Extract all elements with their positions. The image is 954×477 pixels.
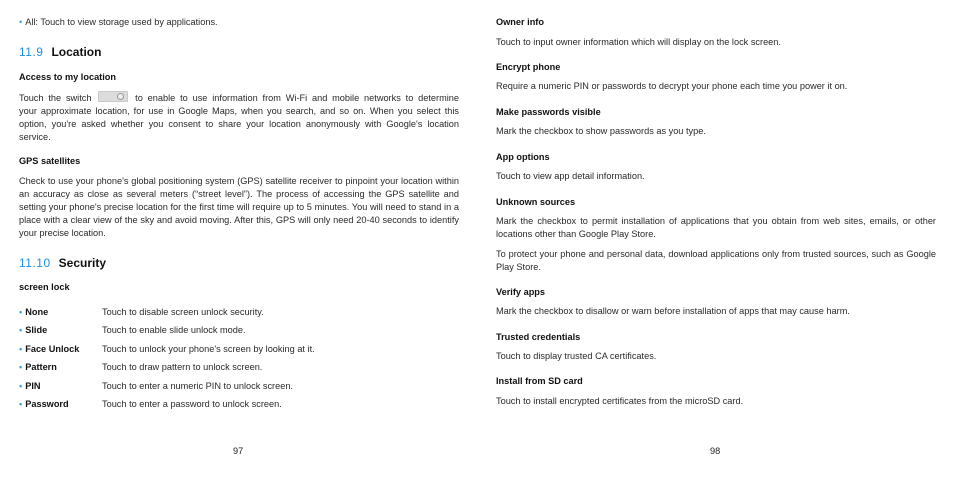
- owner-info-heading: Owner info: [496, 17, 544, 27]
- verify-apps-heading: Verify apps: [496, 287, 546, 297]
- owner-info-text: Touch to input owner information which will display on the lock screen.: [496, 37, 781, 47]
- right-page: [496, 0, 936, 477]
- page-number-right: 98: [710, 446, 721, 456]
- access-location-paragraph: Touch the switch to enable to use information from Wi-Fi and mobile networks to determine your approximate location, for use in Google Maps, when you search, and so on. When you select this option, you're asked whether you consent to share your location anonymously with Google's location service.: [19, 93, 459, 142]
- all-storage-bullet: • All: Touch to view storage used by applications.: [19, 17, 218, 27]
- section-title: Security: [58, 256, 106, 270]
- unknown-sources-heading: Unknown sources: [496, 197, 576, 207]
- toggle-switch-icon: [98, 91, 128, 102]
- app-options-text: Touch to view app detail information.: [496, 171, 645, 181]
- access-location-heading: Access to my location: [19, 72, 117, 82]
- left-page: • All: Touch to view storage used by applications. 11.9 Location Access to my location Touch the switch to enable to use information from Wi-Fi and mobile networks to determine your approximate location, for use in Google Maps, when you search, and so on. When you select this option, you're asked whether you consent to share your location anonymously with Google's location service. GPS satellites Check to use your phone's global positioning system (GPS) satellite receiver to pinpoint your location within an accuracy as close as several meters (“street level”). The process of accessing the GPS satellite and setting your phone's precise location for the first time will require up to 5 minutes. You will need to stand in a place with a clear view of the sky and avoid moving. After this, GPS will only need 20-40 seconds to identify your precise location. 11.10 Security screen lock • None Touch to disable screen unlock security. • Slide Touch to enable slide unlock mode. • Face Unlock Touch to unlock your phone's screen by looking at it. • Pattern Touch to draw pattern to unlock screen. • PIN Touch to enter a numeric PIN to unlock screen. • Password Touch to enter a password to unlock screen.: [19, 17, 459, 409]
- section-number: 11.10: [19, 256, 51, 270]
- section-number: 11.9: [19, 45, 44, 59]
- screen-lock-heading: screen lock: [19, 282, 70, 292]
- make-passwords-visible-heading: Make passwords visible: [496, 107, 601, 117]
- app-options-heading: App options: [496, 152, 550, 162]
- bullet-icon: •: [19, 325, 23, 335]
- install-from-sd-text: Touch to install encrypted certificates from the microSD card.: [496, 396, 744, 406]
- bullet-icon: •: [19, 399, 23, 409]
- bullet-icon: •: [19, 381, 23, 391]
- trusted-credentials-heading: Trusted credentials: [496, 332, 581, 342]
- make-passwords-visible-text: Mark the checkbox to show passwords as you type.: [496, 126, 706, 136]
- verify-apps-text: Mark the checkbox to disallow or warn before installation of apps that may cause harm.: [496, 306, 850, 316]
- page-number-left: 97: [233, 446, 244, 456]
- bullet-icon: •: [19, 307, 23, 317]
- security-section-heading: [19, 256, 459, 270]
- bullet-icon: •: [19, 362, 23, 372]
- location-section-heading: [19, 45, 459, 59]
- bullet-icon: •: [19, 344, 23, 354]
- install-from-sd-heading: Install from SD card: [496, 376, 583, 386]
- encrypt-phone-text: Require a numeric PIN or passwords to decrypt your phone each time you power it on.: [496, 81, 848, 91]
- unknown-sources-text: Mark the checkbox to permit installation of applications that you obtain from web sites, emails, or other locations other than Google Play Store.: [496, 216, 936, 239]
- trusted-credentials-text: Touch to display trusted CA certificates.: [496, 351, 657, 361]
- bullet-icon: •: [19, 17, 23, 27]
- gps-paragraph: Check to use your phone's global positioning system (GPS) satellite receiver to pinpoint your location within an accuracy as close as several meters (“street level”). The process of accessing the GPS satellite and setting your phone's precise location for the first time will require up to 5 minutes. You will need to stand in a place with a clear view of the sky and avoid moving. After this, GPS will only need 20-40 seconds to identify your precise location.: [19, 176, 459, 238]
- encrypt-phone-heading: Encrypt phone: [496, 62, 561, 72]
- section-title: Location: [51, 45, 102, 59]
- unknown-sources-note: To protect your phone and personal data, download applications only from trusted sources, such as Google Play Store.: [496, 249, 936, 272]
- gps-satellites-heading: GPS satellites: [19, 156, 81, 166]
